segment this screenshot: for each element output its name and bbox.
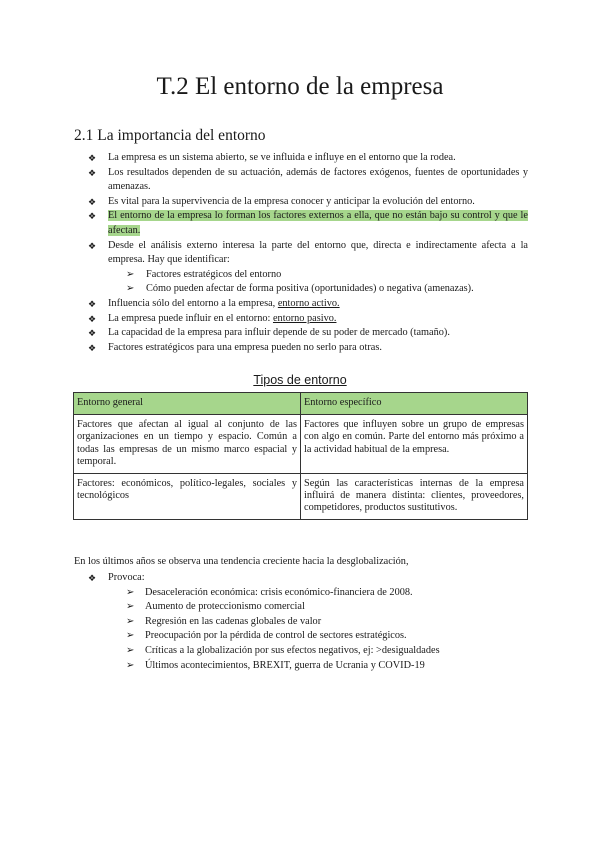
list-item: ❖ La capacidad de la empresa para influir depende de su poder de mercado (tamaño).: [88, 326, 528, 341]
table-cell: Factores que influyen sobre un grupo de empresas con algo en común. Parte del entorno más próximo a la actividad habitual de la empresa.: [301, 415, 528, 474]
arrowhead-bullet-icon: ➢: [126, 283, 135, 295]
table-cell: Factores que afectan al igual al conjunto de las organizaciones en un tiempo y espacio. Común a todas las empresas de un mismo marco espacial y temporal.: [74, 415, 301, 474]
highlighted-text: El entorno de la empresa lo forman los factores externos a ella, que no están bajo su control y que le afectan.: [108, 210, 528, 236]
list-item: ❖ Provoca:: [88, 571, 528, 586]
arrowhead-bullet-icon: ➢: [126, 630, 135, 642]
table-header-row: [74, 393, 528, 415]
sub-list-item: ➢ Cómo pueden afectar de forma positiva (oportunidades) o negativa (amenazas).: [88, 282, 528, 297]
diamond-bullet-icon: ❖: [88, 573, 97, 583]
sub-list-item: ➢ Aumento de proteccionismo comercial: [88, 600, 528, 615]
diamond-bullet-icon: ❖: [88, 196, 97, 207]
table-cell: Factores: económicos, político-legales, sociales y tecnológicos: [74, 473, 301, 519]
diamond-bullet-icon: ❖: [88, 313, 97, 324]
arrowhead-bullet-icon: ➢: [126, 586, 135, 598]
list-item: ❖ Factores estratégicos para una empresa pueden no serlo para otras.: [88, 341, 528, 356]
diamond-bullet-icon: ❖: [88, 342, 97, 353]
sub-list-item: ➢ Factores estratégicos del entorno: [88, 268, 528, 283]
table-title: Tipos de entorno: [253, 373, 347, 387]
sub-list-item: ➢ Desaceleración económica: crisis económico-financiera de 2008.: [88, 586, 528, 601]
list-item: ❖ Los resultados dependen de su actuación, además de factores exógenos, fuentes de oportunidades y amenazas.: [88, 166, 528, 193]
entorno-types-table: [73, 392, 528, 520]
list-item: ❖ La empresa es un sistema abierto, se ve influida e influye en el entorno que la rodea.: [88, 151, 528, 166]
entorno-pasivo-term: entorno pasivo.: [272, 312, 337, 324]
table-row: [74, 473, 528, 519]
importance-list: [88, 151, 528, 355]
list-item-highlighted: [88, 209, 528, 238]
arrowhead-bullet-icon: ➢: [126, 268, 135, 280]
section-heading: 2.1 La importancia del entorno: [74, 127, 266, 144]
sub-list-item: ➢ Regresión en las cadenas globales de valor: [88, 615, 528, 630]
diamond-bullet-icon: ❖: [88, 240, 97, 251]
list-item: ❖ Influencia sólo del entorno a la empresa, entorno activo.: [88, 297, 528, 312]
diamond-bullet-icon: ❖: [88, 211, 97, 222]
sub-list-item: ➢ Críticas a la globalización por sus efectos negativos, ej: >desigualdades: [88, 644, 528, 659]
list-item: ❖ Es vital para la supervivencia de la empresa conocer y anticipar la evolución del entorno.: [88, 195, 528, 210]
table-header-cell: Entorno general: [74, 393, 301, 415]
intro-paragraph: En los últimos años se observa una tendencia creciente hacia la desglobalización,: [74, 556, 409, 567]
diamond-bullet-icon: ❖: [88, 298, 97, 309]
entorno-activo-term: entorno activo.: [277, 297, 340, 309]
diamond-bullet-icon: ❖: [88, 153, 97, 163]
table-row: [74, 415, 528, 474]
list-item: ❖ Desde el análisis externo interesa la parte del entorno que, directa e indirectamente afecta a la empresa. Hay que identificar:: [88, 239, 528, 266]
table-header-cell: Entorno específico: [301, 393, 528, 415]
arrowhead-bullet-icon: ➢: [126, 615, 135, 627]
list-item: ❖ La empresa puede influir en el entorno: entorno pasivo.: [88, 312, 528, 327]
arrowhead-bullet-icon: ➢: [126, 644, 135, 656]
arrowhead-bullet-icon: ➢: [126, 601, 135, 613]
sub-list-item: ➢ Últimos acontecimientos, BREXIT, guerra de Ucrania y COVID-19: [88, 659, 528, 674]
diamond-bullet-icon: ❖: [88, 167, 97, 178]
effects-list: [88, 571, 528, 673]
arrowhead-bullet-icon: ➢: [126, 659, 135, 671]
page-title: T.2 El entorno de la empresa: [156, 73, 444, 100]
table-cell: Según las características internas de la empresa influirá de manera distinta: clientes, proveedores, competidores, productos sustitutivos.: [301, 473, 528, 519]
diamond-bullet-icon: ❖: [88, 328, 97, 339]
sub-list-item: ➢ Preocupación por la pérdida de control de sectores estratégicos.: [88, 629, 528, 644]
